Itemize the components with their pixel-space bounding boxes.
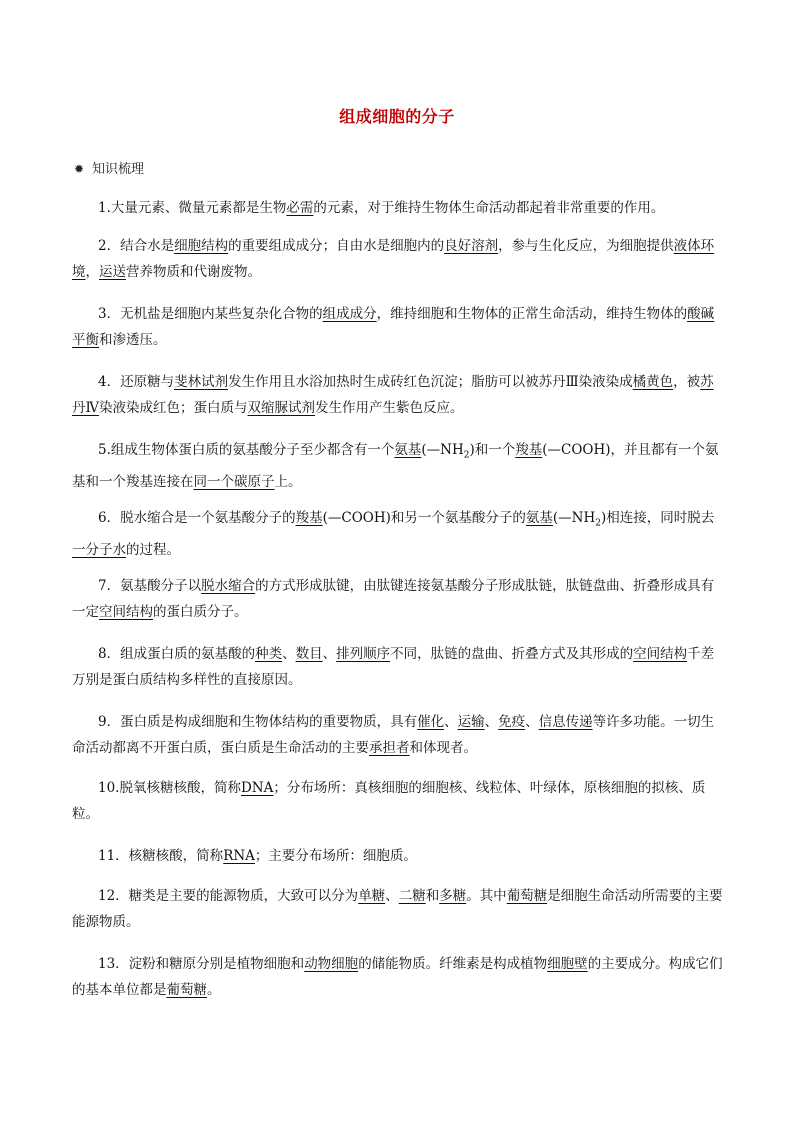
knowledge-item-3 <box>72 301 726 353</box>
knowledge-item-2 <box>72 233 726 285</box>
knowledge-item-6 <box>72 505 726 563</box>
subscript: 2 <box>595 518 601 529</box>
text-segment: 12．糖类是主要的能源物质，大致可以分为 <box>98 888 359 904</box>
text-segment: ，参与生化反应，为细胞提供 <box>498 238 674 254</box>
text-segment: 。其中 <box>466 888 507 904</box>
text-segment: ，被 <box>673 374 701 390</box>
knowledge-item-8 <box>72 641 726 693</box>
text-segment: 的蛋白质分子。 <box>153 604 248 620</box>
knowledge-item-9 <box>72 709 726 761</box>
text-segment: (—COOH)，并且都有一个氨基和一个羧基连接在 <box>72 442 719 490</box>
knowledge-item-7 <box>72 573 726 625</box>
key-term: 酸碱平衡 <box>72 306 715 348</box>
text-segment: 发生作用产生紫色反应。 <box>315 400 464 416</box>
key-term: 多糖 <box>439 888 467 904</box>
knowledge-item-13 <box>72 951 726 1003</box>
key-term: 葡萄糖 <box>506 888 548 904</box>
key-term: 氨基 <box>394 442 422 458</box>
text-segment: 13．淀粉和糖原分别是植物细胞和 <box>98 956 305 972</box>
subscript: 2 <box>463 450 470 461</box>
knowledge-item-1 <box>72 195 726 221</box>
knowledge-item-11 <box>72 843 726 869</box>
key-term: 良好溶剂 <box>444 238 499 254</box>
text-segment: 等许多功能。一切生命活动都离不开蛋白质，蛋白质是生命活动的主要 <box>72 714 715 756</box>
text-segment: 和渗透压。 <box>99 332 167 348</box>
text-segment: 发生作用且水浴加热时生成砖红色沉淀；脂肪可以被苏丹Ⅲ染液染成 <box>228 374 633 390</box>
text-segment: 7．氨基酸分子以 <box>98 578 202 594</box>
text-segment: 、 <box>282 646 296 662</box>
text-segment: 8．组成蛋白质的氨基酸的 <box>98 646 256 662</box>
text-segment: 的元素，对于维持生物体生命活动都起着非常重要的作用。 <box>313 200 665 216</box>
page-title: 组成细胞的分子 <box>339 107 455 126</box>
key-term: 信息传递 <box>538 714 593 730</box>
key-term: 氨基 <box>525 510 553 526</box>
text-segment: 千差万别是蛋白质结构多样性的直接原因。 <box>72 646 715 688</box>
key-term: 细胞壁 <box>547 956 588 972</box>
key-term: 动物细胞 <box>304 956 359 972</box>
text-segment: 上。 <box>274 473 302 490</box>
key-term: 空间结构 <box>99 604 153 620</box>
key-term: 羧基 <box>295 510 323 526</box>
key-term: 空间结构 <box>633 646 688 662</box>
text-segment: 9．蛋白质是构成细胞和生物体结构的重要物质，具有 <box>98 714 418 730</box>
key-term: 运送 <box>99 264 126 280</box>
star-bullet-icon: ✹ <box>74 162 85 176</box>
text-segment: 。 <box>207 982 221 998</box>
key-term: 排列顺序 <box>336 646 391 662</box>
key-term: 运输 <box>457 714 485 730</box>
text-segment: ， <box>85 264 99 280</box>
key-term: 羧基 <box>515 442 543 458</box>
text-segment: 5.组成生物体蛋白质的氨基酸分子至少都含有一个 <box>98 442 395 458</box>
text-segment: 、 <box>385 888 399 904</box>
key-term: 同一个碳原子 <box>193 473 275 490</box>
key-term: 种类 <box>255 646 283 662</box>
section-label: 知识梳理 <box>92 162 145 177</box>
text-segment: ，维持细胞和生物体的正常生命活动，维持生物体的 <box>376 306 688 322</box>
text-segment: 、 <box>484 714 499 730</box>
key-term: 葡萄糖 <box>166 982 207 998</box>
text-segment: 和体现者。 <box>409 740 477 756</box>
key-term: RNA <box>223 848 255 864</box>
key-term: 一分子水 <box>72 541 126 558</box>
text-segment: )相连接，同时脱去 <box>600 510 715 526</box>
key-term: 数目 <box>295 646 323 662</box>
text-segment: 染液染成红色；蛋白质与 <box>99 400 248 416</box>
text-segment: )和一个 <box>469 442 516 458</box>
text-segment: 和 <box>425 888 440 904</box>
text-segment: 4．还原糖与 <box>98 374 175 390</box>
key-term: 斐林试剂 <box>174 374 229 390</box>
text-segment: 是细胞生命活动所需要的主要能源物质。 <box>72 888 723 930</box>
text-segment: 11．核糖核酸，简称 <box>98 848 224 864</box>
key-term: 承担者 <box>369 740 410 756</box>
text-segment: 的主要成分。构成它们的基本单位都是 <box>72 956 723 998</box>
text-segment: 、 <box>444 714 458 730</box>
text-segment: 的储能物质。纤维素是构成植物 <box>358 956 548 972</box>
knowledge-item-12 <box>72 883 726 935</box>
text-segment: 的重要组成成分；自由水是细胞内的 <box>228 238 445 254</box>
key-term: 催化 <box>417 714 445 730</box>
key-term: 必需 <box>286 200 314 216</box>
text-segment: 的方式形成肽键，由肽键连接氨基酸分子形成肽链，肽链盘曲、折叠形成具有一定 <box>72 578 715 620</box>
key-term: 细胞结构 <box>174 238 229 254</box>
key-term: 橘黄色 <box>632 374 674 390</box>
text-segment: 2．结合水是 <box>98 238 175 254</box>
text-segment: (—NH <box>552 510 596 526</box>
knowledge-item-4 <box>72 369 726 421</box>
key-term: DNA <box>240 780 274 796</box>
text-segment: ；分布场所：真核细胞的细胞核、线粒体、叶绿体，原核细胞的拟核、质粒。 <box>72 780 706 822</box>
text-segment: (—COOH)和另一个氨基酸分子的 <box>322 510 526 526</box>
key-term: 单糖 <box>358 888 386 904</box>
key-term: 苏丹Ⅳ <box>72 374 714 416</box>
key-term: 双缩脲试剂 <box>247 400 315 416</box>
text-segment: 的过程。 <box>126 541 180 558</box>
key-term: 组成成分 <box>322 306 377 322</box>
text-segment: 3．无机盐是细胞内某些复杂化合物的 <box>98 306 323 322</box>
section-heading <box>74 158 144 177</box>
text-segment: 10.脱氧核糖核酸，简称 <box>98 780 241 796</box>
key-term: 免疫 <box>498 714 526 730</box>
text-segment: 6．脱水缩合是一个氨基酸分子的 <box>98 510 296 526</box>
key-term: 脱水缩合 <box>201 578 256 594</box>
text-segment: 、 <box>322 646 337 662</box>
knowledge-item-5 <box>72 437 726 495</box>
text-segment: 营养物质和代谢废物。 <box>126 264 261 280</box>
text-segment: (—NH <box>421 442 464 458</box>
text-segment: ；主要分布场所：细胞质。 <box>254 848 417 864</box>
text-segment: 不同，肽链的盘曲、折叠方式及其形成的 <box>390 646 634 662</box>
knowledge-item-10 <box>72 775 726 827</box>
key-term: 二糖 <box>398 888 426 904</box>
key-term: 液体环境 <box>72 238 715 280</box>
text-segment: 1.大量元素、微量元素都是生物 <box>98 200 287 216</box>
text-segment: 、 <box>525 714 539 730</box>
